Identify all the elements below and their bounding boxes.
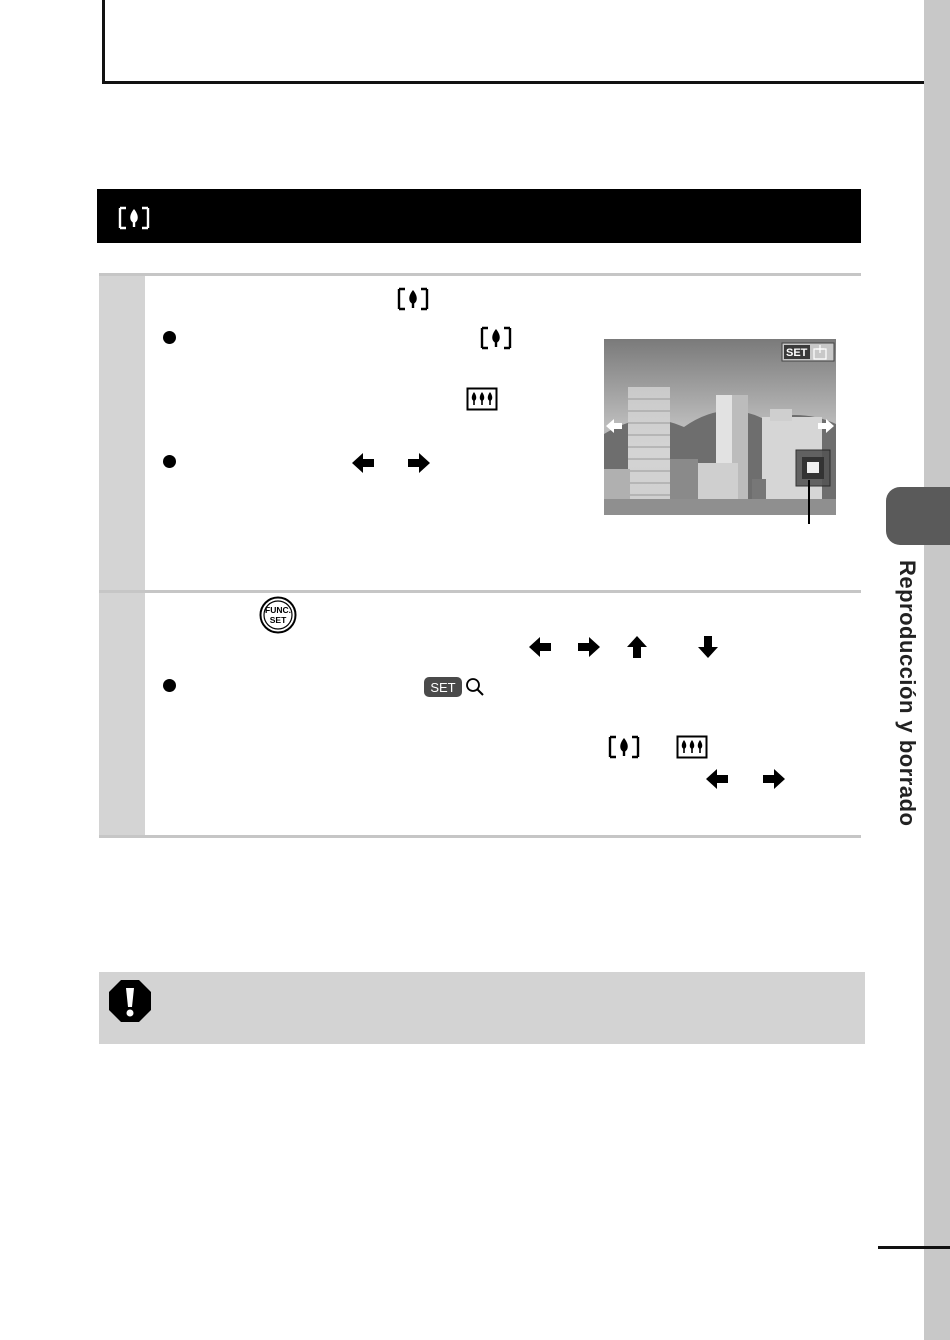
right-arrow-icon <box>408 453 430 473</box>
right-arrow-icon <box>578 637 600 657</box>
up-arrow-icon <box>627 636 647 658</box>
divider <box>99 273 861 276</box>
bullet <box>163 679 176 692</box>
chapter-label <box>880 560 934 860</box>
single-image-icon <box>118 206 150 230</box>
section-header <box>97 189 861 243</box>
chapter-tab <box>886 487 950 545</box>
func-label: FUNC. <box>265 605 291 615</box>
set-label: SET <box>269 615 287 625</box>
camera-preview-image <box>604 339 836 515</box>
single-image-icon <box>397 287 429 311</box>
step-1-column <box>99 276 145 590</box>
index-images-icon <box>466 387 498 411</box>
city-skyline-photo <box>604 339 836 515</box>
page-title-frame <box>102 0 932 84</box>
left-arrow-icon <box>529 637 551 657</box>
caution-icon <box>107 978 153 1024</box>
divider <box>99 835 861 838</box>
chapter-label-text: Reproducción y borrado <box>895 560 920 827</box>
func-set-button-icon <box>259 596 297 634</box>
index-images-icon <box>676 735 708 759</box>
left-arrow-icon <box>706 769 728 789</box>
bullet <box>163 455 176 468</box>
single-image-icon <box>480 326 512 350</box>
page-number-rule <box>878 1246 950 1249</box>
set-magnify-icon <box>424 676 486 698</box>
right-arrow-icon <box>763 769 785 789</box>
bullet <box>163 331 176 344</box>
preview-set-badge: SET <box>786 347 808 359</box>
step-2-column <box>99 593 145 835</box>
left-arrow-icon <box>352 453 374 473</box>
set-badge-text: SET <box>430 680 456 695</box>
caution-box <box>99 972 865 1044</box>
divider <box>99 590 861 593</box>
down-arrow-icon <box>698 636 718 658</box>
callout-line <box>808 480 810 524</box>
single-image-icon <box>608 735 640 759</box>
